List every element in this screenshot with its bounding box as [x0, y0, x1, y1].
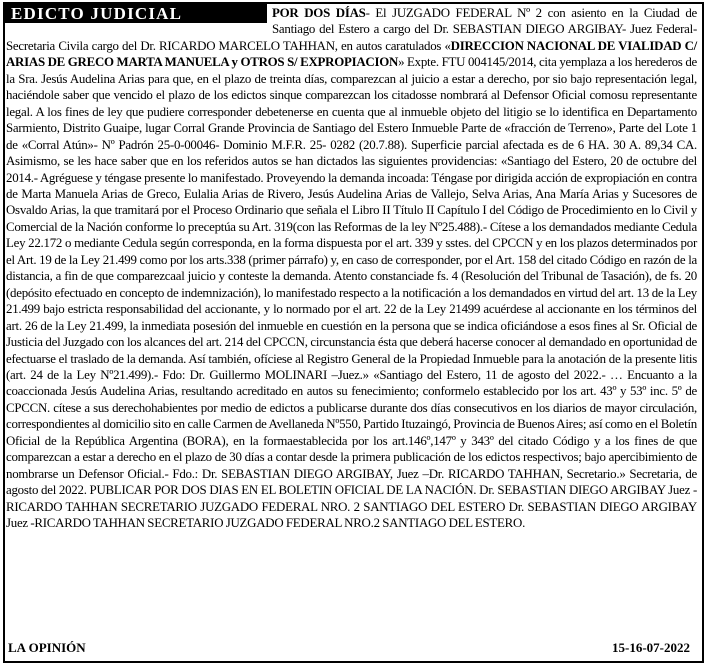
edict-body — [6, 5, 697, 532]
publication-name: LA OPINIÓN — [8, 640, 86, 655]
banner-title: EDICTO JUDICIAL — [5, 4, 267, 23]
edict-intro: - El JUZGADO FEDERAL Nº 2 con asiento en la Ciudad de Santiago del Estero a cargo del Dr. SEBASTIAN DIEGO ARGIBAY- Juez Federal- Secretaria Civila cargo del Dr. RICARDO MARCELO TAHHAN, en autos caratulados « — [6, 6, 697, 53]
edict-text: » Expte. FTU 004145/2014, cita yemplaza a los herederos de la Sra. Jesús Audelina Arias para que, en el plazo de treinta días, comparezcan al juicio a estar a derecho, por sio bajo representación legal, haciéndole saber que vencido el plazo de los edictos sinque comparezcan los citadosse nombrará al Defensor Oficial comosu representante legal. A los fines de ley que pudiere corresponder debetenerse en cuenta que al inmueble objeto del litigio se lo identifica en Departamento Sarmiento, Distrito Guaipe, lugar Corral Grande Provincia de Santiago del Estero Inmueble Parte de «fracción de Terreno», Parte del Lote 1 de «Corral Atún»- Nº Padrón 25-0-00046- Dominio M.F.R. 25- 0282 (20.7.88). Superficie parcial afectada es de 6 HA. 30 A. 89,34 CA. Asimismo, se les hace saber que en los referidos autos se han dictados las siguientes providencias: «Santiago del Estero, 20 de octubre del 2014.- Agréguese y téngase presente lo manifestado. Proveyendo la demanda incoada: Téngase por dirigida acción de expropiación en contra de Marta Manuela Arias de Greco, Eulalia Arias de Rivero, Jesús Audelina Arias de Vallejo, Selva Arias, Ana María Arias y Sucesores de Osvaldo Arias, la que tramitará por el Proceso Ordinario que señala el Libro II Título II Capítulo I del Código de Procedimiento en lo Civil y Comercial de la Nación conforme lo preceptúa su Art. 319(con las Reformas de la ley Nº25.488).- Cítese a los demandados mediante Cedula Ley 22.172 o mediante Cedula según corresponda, en la forma dispuesta por el art. 339 y sstes. del CPCCN y en los plazos determinados por el Art. 19 de la Ley 21.499 como por los arts.338 (primer párrafo) y, en caso de corresponder, por el Art. 158 del citado Código en razón de la distancia, a fin de que comparezcaal juicio y conteste la demanda. Atento constanciade fs. 4 (Resolución del Tribunal de Tasación), de fs. 20 (depósito efectuado en concepto de indemnización), lo manifestado respecto a la notificación a los demandados en virtud del art. 13 de la Ley 21.499 bajo estricta responsabilidad del accionante, y lo normado por el art. 22 de la Ley 21499 acuérdese al accionante en los términos del art. 26 de la Ley 21.499, la inmediata posesión del inmueble en cuestión en la persona que se indica oficiándose a esos fines al Sr. Oficial de Justicia del Juzgado con los alcances del art. 214 del CPCCN, circunstancia ésta que deberá hacerse conocer al demandado en oportunidad de efectuarse el traslado de la demanda. Así también, ofíciese al Registro General de la Propiedad Inmueble para la anotación de la presente litis (art. 24 de la Ley Nº21.499).- Fdo: Dr. Guillermo MOLINARI –Juez.» «Santiago del Estero, 11 de agosto del 2022.- … Encuanto a la coaccionada Jesús Audelina Arias, resultando acreditado en autos su fenecimiento; conformelo establecido por los art. 43º y 53º inc. 5º de CPCCN. cítese a sus derechohabientes por medio de edictos a publicarse durante dos días consecutivos en los diarios de mayor circulación, correspondientes al domicilio sito en calle Carmen de Avellaneda Nº550, Partido Ituzaingó, Provincia de Buenos Aires; así como en el Boletín Oficial de la República Argentina (BORA), en la formaestablecida por los art.146º,147º y 343º del citado Código y a los fines de que comparezcan a estar a derecho en el plazo de 30 días a contar desde la primera publicación de los edictos respectivos; bajo apercibimiento de nombrarse un Defensor Oficial.- Fdo.: Dr. SEBASTIAN DIEGO ARGIBAY, Juez –Dr. RICARDO TAHHAN, Secretario.» Secretaria, de agosto del 2022. PUBLICAR POR DOS DIAS EN EL BOLETIN OFICIAL DE LA NACIÓN. Dr. SEBASTIAN DIEGO ARGIBAY Juez -RICARDO TAHHAN SECRETARIO JUZGADO FEDERAL NRO. 2 SANTIAGO DEL ESTERO Dr. SEBASTIAN DIEGO ARGIBAY Juez -RICARDO TAHHAN SECRETARIO JUZGADO FEDERAL NRO.2 SANTIAGO DEL ESTERO. — [6, 55, 697, 531]
publication-date: 15-16-07-2022 — [612, 640, 690, 655]
edict-lead: POR DOS DÍAS — [272, 6, 366, 20]
case-title: DIRECCION NACIONAL DE VIALIDAD C/ ARIAS DE GRECO MARTA MANUELA y OTROS S/ EXPROPIACION — [6, 38, 698, 70]
